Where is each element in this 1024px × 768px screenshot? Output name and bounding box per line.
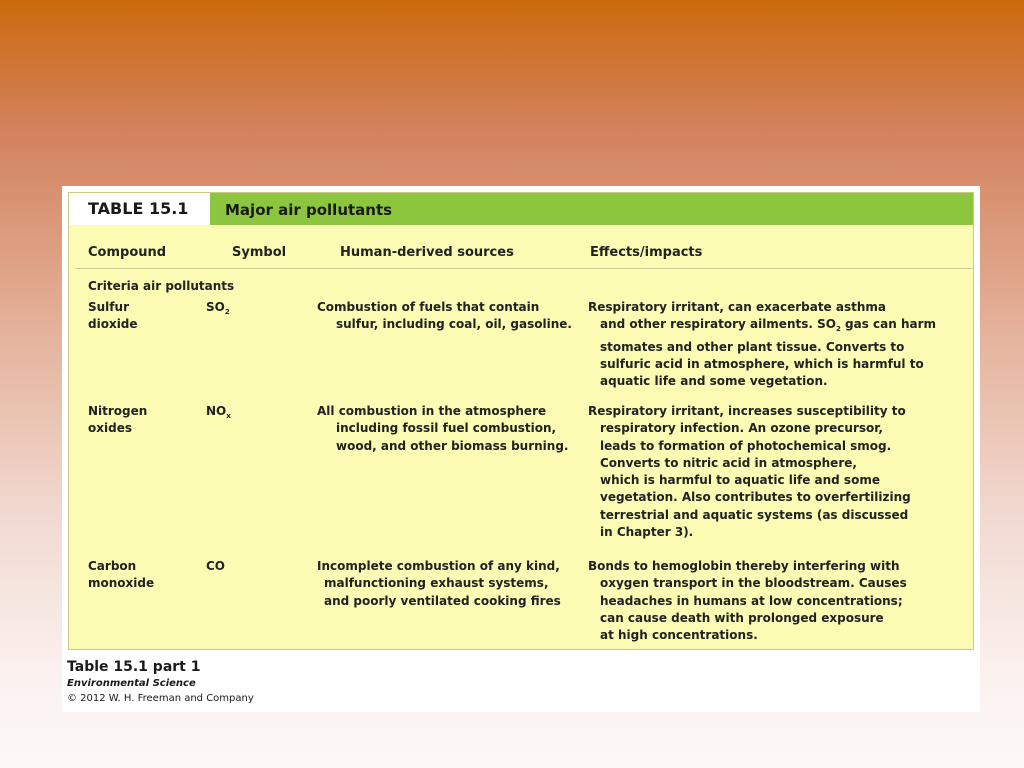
table-header-bar: [69, 193, 973, 225]
symbol-text: NO: [206, 404, 227, 418]
effects-line: which is harmful to aquatic life and some: [600, 473, 880, 488]
sources-line: Incomplete combustion of any kind,: [317, 559, 560, 573]
symbol-cell: [206, 558, 225, 575]
sources-cell: [317, 299, 572, 334]
effects-text: gas can harm: [840, 317, 937, 332]
sources-line: malfunctioning exhaust systems,: [324, 576, 549, 591]
symbol-subscript: 2: [224, 308, 230, 316]
effects-line: can cause death with prolonged exposure: [600, 610, 884, 625]
compound-cell: [88, 403, 147, 438]
sources-line: All combustion in the atmosphere: [317, 404, 547, 418]
symbol-text: SO: [206, 300, 225, 314]
column-header-sources: Human-derived sources: [340, 245, 514, 260]
compound-line: dioxide: [88, 317, 138, 332]
sources-line: Combustion of fuels that contain: [317, 300, 540, 314]
effects-cell: [588, 558, 907, 644]
effects-text: and other respiratory ailments. SO: [600, 317, 836, 332]
effects-line: respiratory infection. An ozone precursor,: [600, 421, 883, 436]
symbol-cell: [206, 403, 231, 425]
effects-line: [588, 316, 936, 338]
compound-line: Carbon: [88, 559, 137, 573]
sources-cell: [317, 403, 568, 455]
effects-line: oxygen transport in the bloodstream. Causes: [600, 576, 907, 591]
sources-line: including fossil fuel combustion,: [336, 421, 557, 436]
sources-line: wood, and other biomass burning.: [336, 438, 569, 453]
compound-line: monoxide: [88, 576, 155, 591]
effects-line: Bonds to hemoglobin thereby interfering with: [588, 559, 900, 573]
effects-cell: [588, 403, 911, 541]
effects-line: Converts to nitric acid in atmosphere,: [600, 455, 857, 470]
effects-cell: [588, 299, 936, 390]
effects-line: sulfuric acid in atmosphere, which is harmful to: [600, 356, 924, 371]
caption-copyright: © 2012 W. H. Freeman and Company: [67, 693, 254, 704]
symbol-text: CO: [206, 559, 226, 573]
effects-line: stomates and other plant tissue. Converts to: [600, 339, 905, 354]
caption-book: Environmental Science: [67, 678, 196, 689]
effects-line: headaches in humans at low concentrations;: [600, 593, 903, 608]
effects-line: leads to formation of photochemical smog.: [600, 438, 892, 453]
caption-title: Table 15.1 part 1: [67, 659, 201, 675]
compound-cell: [88, 558, 154, 593]
sources-line: sulfur, including coal, oil, gasoline.: [336, 317, 572, 332]
effects-line: Respiratory irritant, can exacerbate asthma: [588, 300, 886, 314]
table-title: Major air pollutants: [225, 201, 393, 219]
table-number: TABLE 15.1: [69, 193, 210, 225]
sources-line: and poorly ventilated cooking fires: [324, 593, 561, 608]
effects-line: vegetation. Also contributes to overfertilizing: [600, 490, 911, 505]
effects-subscript: 2: [835, 325, 841, 334]
symbol-subscript: x: [226, 412, 231, 420]
effects-line: terrestrial and aquatic systems (as discussed: [600, 507, 909, 522]
slide-panel: [62, 186, 980, 712]
section-label: Criteria air pollutants: [88, 279, 235, 293]
compound-line: Sulfur: [88, 300, 129, 314]
header-divider: [75, 268, 973, 269]
effects-line: at high concentrations.: [600, 628, 758, 643]
effects-line: Respiratory irritant, increases susceptibility to: [588, 404, 906, 418]
column-header-symbol: Symbol: [232, 245, 287, 260]
symbol-cell: [206, 299, 230, 321]
pollutants-table: [68, 192, 974, 650]
figure-caption: [67, 658, 254, 707]
compound-line: Nitrogen: [88, 404, 148, 418]
effects-line: in Chapter 3).: [600, 525, 694, 540]
effects-line: aquatic life and some vegetation.: [600, 374, 828, 389]
sources-cell: [317, 558, 561, 610]
compound-cell: [88, 299, 138, 334]
column-header-compound: Compound: [88, 245, 167, 260]
column-header-effects: Effects/impacts: [590, 245, 703, 260]
compound-line: oxides: [88, 421, 132, 436]
